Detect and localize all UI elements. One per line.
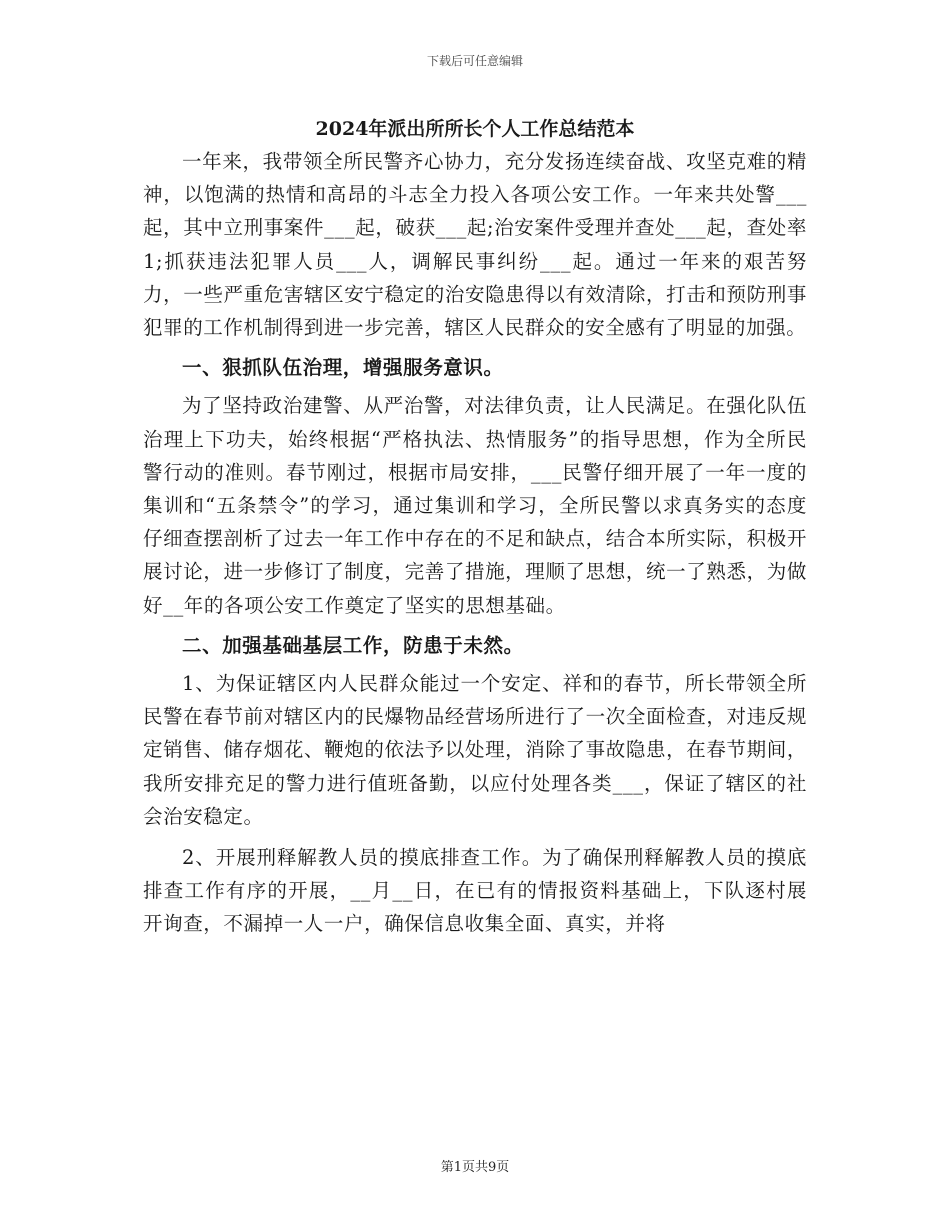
document-title: 2024年派出所所长个人工作总结范本 xyxy=(315,118,635,140)
section-2-item-2: 2、开展刑释解教人员的摸底排查工作。为了确保刑释解教人员的摸底排查工作有序的开展，__月__日，在已有的情报资料基础上，下队逐村展开询查，不漏掉一人一户，确保信息收集全面、真实，并将 xyxy=(143,846,807,936)
section-paragraph-1: 为了坚持政治建警、从严治警，对法律负责，让人民满足。在强化队伍治理上下功夫，始终根据“严格执法、热情服务”的指导思想，作为全所民警行动的准则。春节刚过，根据市局安排，___民警仔细开展了一年一度的集训和“五条禁令”的学习，通过集训和学习，全所民警以求真务实的态度仔细查摆剖析了过去一年工作中存在的不足和缺点，结合本所实际，积极开展讨论，进一步修订了制度，完善了措施，理顺了思想，统一了熟悉，为做好__年的各项公安工作奠定了坚实的思想基础。 xyxy=(143,394,807,617)
section-2-item-1: 1、为保证辖区内人民群众能过一个安定、祥和的春节，所长带领全所民警在春节前对辖区内的民爆物品经营场所进行了一次全面检查，对违反规定销售、储存烟花、鞭炮的依法予以处理，消除了事故隐患，在春节期间，我所安排充足的警力进行值班备勤，以应付处理各类___，保证了辖区的社会治安稳定。 xyxy=(143,672,807,828)
intro-paragraph: 一年来，我带领全所民警齐心协力，充分发扬连续奋战、攻坚克难的精神，以饱满的热情和高昂的斗志全力投入各项公安工作。一年来共处警___起，其中立刑事案件___起，破获___起;治安案件受理并查处___起，查处率1;抓获违法犯罪人员___人，调解民事纠纷___起。通过一年来的艰苦努力，一些严重危害辖区安宁稳定的治安隐患得以有效清除，打击和预防刑事犯罪的工作机制得到进一步完善，辖区人民群众的安全感有了明显的加强。 xyxy=(143,150,807,340)
page-number: 第1页共9页 xyxy=(440,1160,510,1175)
section-heading-1: 一、狠抓队伍治理，增强服务意识。 xyxy=(182,356,504,380)
header-note: 下载后可任意编辑 xyxy=(426,54,523,68)
document-body xyxy=(143,145,807,941)
section-heading-2: 二、加强基础基层工作，防患于未然。 xyxy=(182,633,524,657)
